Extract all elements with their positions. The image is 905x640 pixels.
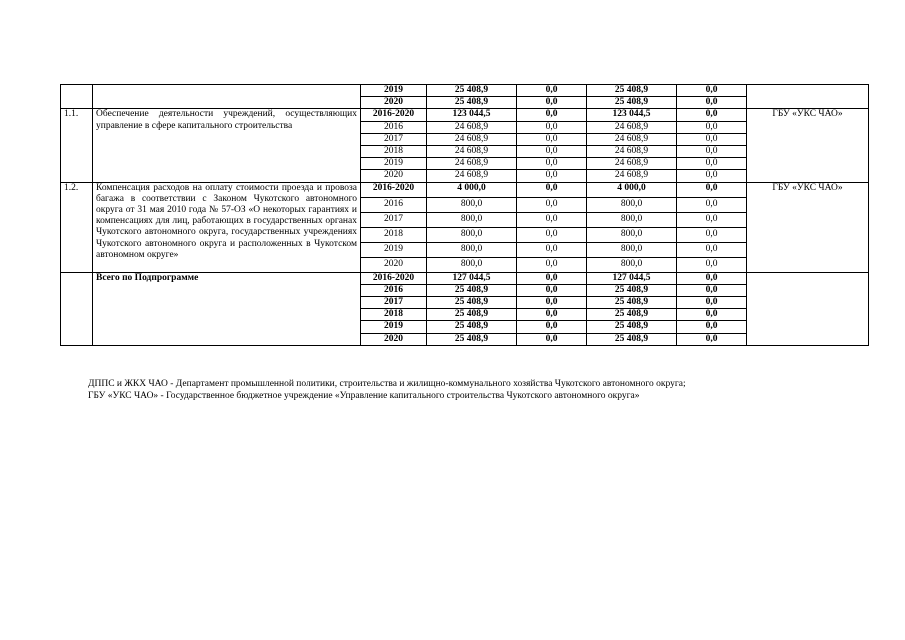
year-cell: 2016 bbox=[361, 197, 427, 212]
value-cell: 800,0 bbox=[427, 212, 517, 227]
value-cell: 800,0 bbox=[427, 257, 517, 272]
value-cell: 0,0 bbox=[677, 85, 747, 97]
value-cell: 0,0 bbox=[677, 227, 747, 242]
value-cell: 24 608,9 bbox=[587, 146, 677, 158]
value-cell: 25 408,9 bbox=[587, 333, 677, 345]
table-row bbox=[61, 272, 869, 284]
value-cell: 4 000,0 bbox=[587, 182, 677, 197]
year-cell: 2020 bbox=[361, 170, 427, 182]
value-cell: 25 408,9 bbox=[427, 97, 517, 109]
value-cell: 800,0 bbox=[427, 242, 517, 257]
item-number: 1.1. bbox=[61, 109, 93, 182]
year-cell: 2017 bbox=[361, 212, 427, 227]
year-cell: 2017 bbox=[361, 133, 427, 145]
value-cell: 800,0 bbox=[587, 242, 677, 257]
value-cell: 0,0 bbox=[517, 158, 587, 170]
value-cell: 24 608,9 bbox=[427, 158, 517, 170]
value-cell: 24 608,9 bbox=[587, 170, 677, 182]
value-cell: 0,0 bbox=[677, 284, 747, 296]
item-description: Обеспечение деятельности учреждений, осуществляющих управление в сфере капитального строительства bbox=[93, 109, 361, 182]
value-cell: 25 408,9 bbox=[427, 309, 517, 321]
value-cell: 25 408,9 bbox=[587, 97, 677, 109]
description-cell bbox=[93, 85, 361, 109]
value-cell: 25 408,9 bbox=[427, 333, 517, 345]
table-row bbox=[61, 109, 869, 121]
value-cell: 0,0 bbox=[517, 121, 587, 133]
year-cell: 2018 bbox=[361, 146, 427, 158]
value-cell: 0,0 bbox=[517, 197, 587, 212]
value-cell: 25 408,9 bbox=[427, 321, 517, 333]
value-cell: 0,0 bbox=[677, 146, 747, 158]
footnote-line: ДППС и ЖКХ ЧАО - Департамент промышленной политики, строительства и жилищно-коммунального хозяйства Чукотского автономного округа; bbox=[88, 379, 686, 389]
value-cell: 24 608,9 bbox=[427, 170, 517, 182]
value-cell: 0,0 bbox=[677, 182, 747, 197]
value-cell: 0,0 bbox=[677, 297, 747, 309]
value-cell: 0,0 bbox=[517, 146, 587, 158]
year-cell: 2018 bbox=[361, 309, 427, 321]
value-cell: 25 408,9 bbox=[587, 297, 677, 309]
value-cell: 0,0 bbox=[517, 212, 587, 227]
value-cell: 4 000,0 bbox=[427, 182, 517, 197]
year-cell: 2019 bbox=[361, 158, 427, 170]
value-cell: 800,0 bbox=[427, 227, 517, 242]
value-cell: 24 608,9 bbox=[587, 133, 677, 145]
value-cell: 0,0 bbox=[517, 297, 587, 309]
year-cell: 2019 bbox=[361, 321, 427, 333]
value-cell: 127 044,5 bbox=[587, 272, 677, 284]
footnotes bbox=[88, 378, 686, 402]
value-cell: 0,0 bbox=[517, 333, 587, 345]
value-cell: 0,0 bbox=[517, 284, 587, 296]
executor-cell bbox=[747, 272, 869, 345]
value-cell: 24 608,9 bbox=[427, 133, 517, 145]
item-executor: ГБУ «УКС ЧАО» bbox=[747, 109, 869, 182]
year-cell: 2016-2020 bbox=[361, 272, 427, 284]
item-executor: ГБУ «УКС ЧАО» bbox=[747, 182, 869, 272]
year-cell: 2019 bbox=[361, 242, 427, 257]
value-cell: 0,0 bbox=[677, 321, 747, 333]
year-cell: 2019 bbox=[361, 85, 427, 97]
value-cell: 800,0 bbox=[587, 197, 677, 212]
value-cell: 25 408,9 bbox=[587, 309, 677, 321]
value-cell: 0,0 bbox=[677, 170, 747, 182]
value-cell: 0,0 bbox=[517, 257, 587, 272]
budget-table bbox=[60, 84, 869, 346]
number-cell bbox=[61, 272, 93, 345]
value-cell: 0,0 bbox=[677, 109, 747, 121]
value-cell: 0,0 bbox=[677, 97, 747, 109]
value-cell: 800,0 bbox=[427, 197, 517, 212]
value-cell: 25 408,9 bbox=[427, 284, 517, 296]
value-cell: 0,0 bbox=[677, 272, 747, 284]
value-cell: 127 044,5 bbox=[427, 272, 517, 284]
executor-cell bbox=[747, 85, 869, 109]
table-row bbox=[61, 85, 869, 97]
item-description: Компенсация расходов на оплату стоимости проезда и провоза багажа в соответствии с Законом Чукотского автономного округа от 31 мая 2010 года № 57-ОЗ «О некоторых гарантиях и компенсациях для лиц, работающих в государственных органах Чукотского автономного округа, государственных учреждениях Чукотского автономного округа и расположенных в Чукотском автономном округе» bbox=[93, 182, 361, 272]
value-cell: 800,0 bbox=[587, 227, 677, 242]
year-cell: 2020 bbox=[361, 257, 427, 272]
value-cell: 0,0 bbox=[677, 257, 747, 272]
value-cell: 0,0 bbox=[517, 309, 587, 321]
value-cell: 0,0 bbox=[517, 85, 587, 97]
value-cell: 0,0 bbox=[677, 133, 747, 145]
value-cell: 25 408,9 bbox=[427, 85, 517, 97]
value-cell: 0,0 bbox=[517, 97, 587, 109]
table-row bbox=[61, 182, 869, 197]
value-cell: 25 408,9 bbox=[587, 321, 677, 333]
value-cell: 0,0 bbox=[677, 158, 747, 170]
year-cell: 2020 bbox=[361, 97, 427, 109]
value-cell: 25 408,9 bbox=[427, 297, 517, 309]
value-cell: 0,0 bbox=[517, 227, 587, 242]
value-cell: 0,0 bbox=[677, 242, 747, 257]
value-cell: 0,0 bbox=[517, 109, 587, 121]
value-cell: 0,0 bbox=[677, 121, 747, 133]
year-cell: 2018 bbox=[361, 227, 427, 242]
value-cell: 0,0 bbox=[517, 242, 587, 257]
value-cell: 24 608,9 bbox=[427, 146, 517, 158]
total-label: Всего по Подпрограмме bbox=[93, 272, 361, 345]
value-cell: 24 608,9 bbox=[587, 121, 677, 133]
value-cell: 25 408,9 bbox=[587, 85, 677, 97]
value-cell: 0,0 bbox=[517, 182, 587, 197]
value-cell: 0,0 bbox=[517, 170, 587, 182]
value-cell: 800,0 bbox=[587, 212, 677, 227]
value-cell: 24 608,9 bbox=[427, 121, 517, 133]
value-cell: 123 044,5 bbox=[427, 109, 517, 121]
year-cell: 2016-2020 bbox=[361, 109, 427, 121]
value-cell: 0,0 bbox=[517, 133, 587, 145]
value-cell: 800,0 bbox=[587, 257, 677, 272]
value-cell: 0,0 bbox=[517, 272, 587, 284]
value-cell: 123 044,5 bbox=[587, 109, 677, 121]
year-cell: 2020 bbox=[361, 333, 427, 345]
year-cell: 2017 bbox=[361, 297, 427, 309]
value-cell: 0,0 bbox=[677, 212, 747, 227]
year-cell: 2016 bbox=[361, 284, 427, 296]
year-cell: 2016 bbox=[361, 121, 427, 133]
value-cell: 0,0 bbox=[677, 309, 747, 321]
item-number: 1.2. bbox=[61, 182, 93, 272]
value-cell: 24 608,9 bbox=[587, 158, 677, 170]
number-cell bbox=[61, 85, 93, 109]
year-cell: 2016-2020 bbox=[361, 182, 427, 197]
footnote-line: ГБУ «УКС ЧАО» - Государственное бюджетное учреждение «Управление капитального строительства Чукотского автономного округа» bbox=[88, 391, 640, 401]
value-cell: 0,0 bbox=[517, 321, 587, 333]
value-cell: 25 408,9 bbox=[587, 284, 677, 296]
value-cell: 0,0 bbox=[677, 197, 747, 212]
value-cell: 0,0 bbox=[677, 333, 747, 345]
